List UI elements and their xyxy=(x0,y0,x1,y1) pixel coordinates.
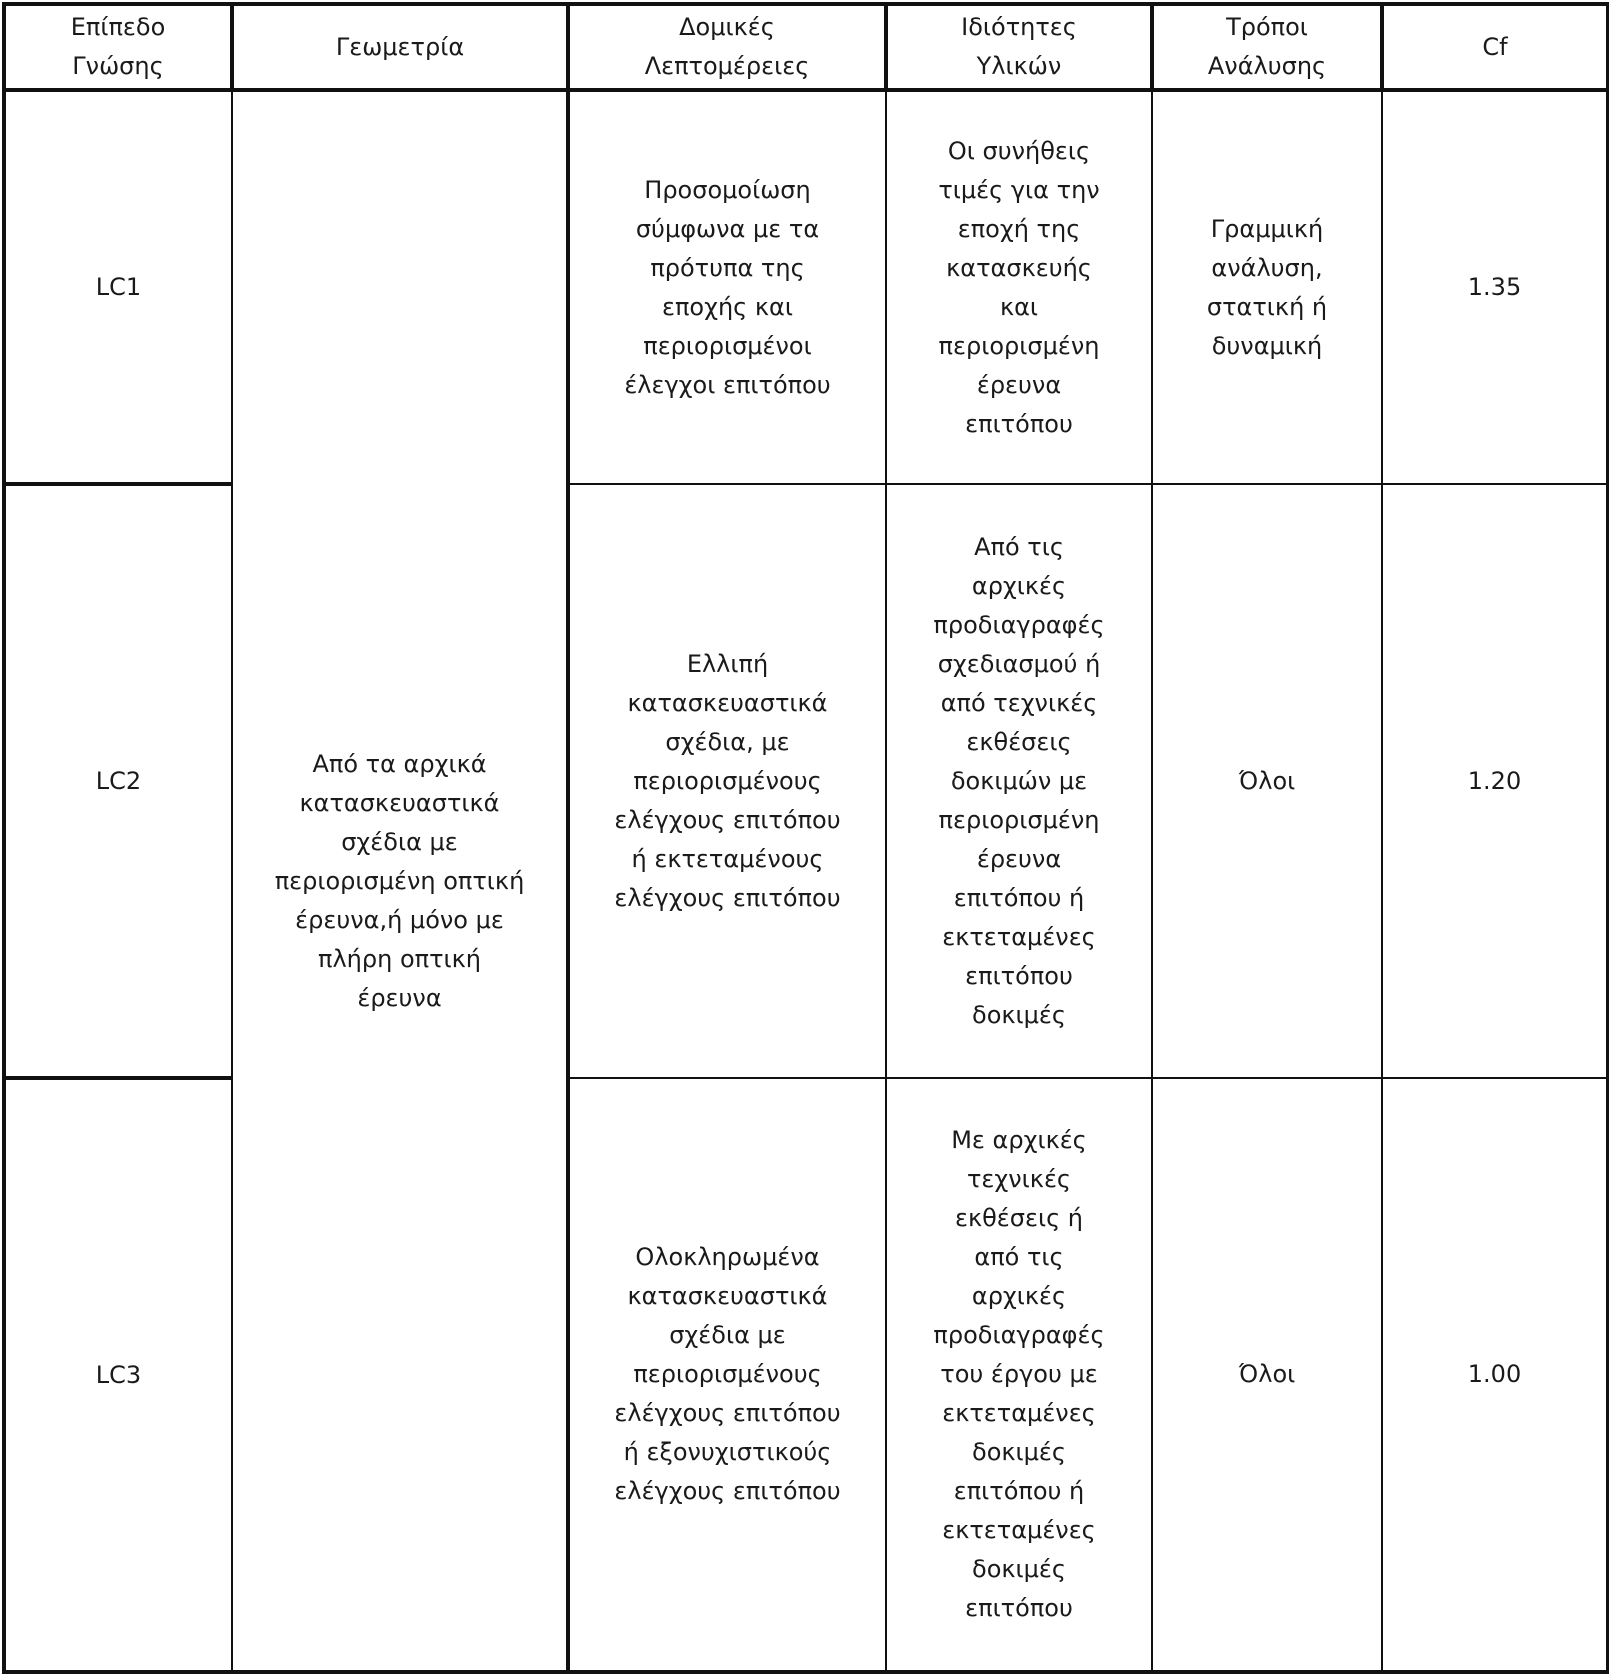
knowledge-level-table xyxy=(2,2,1609,1674)
header-cf: Cf xyxy=(1382,4,1608,90)
cell-materials-lc2: Από τις αρχικές προδιαγραφές σχεδιασμού ή από τεχνικές εκθέσεις δοκιμών με περιορισμένη έρευνα επιτόπου ή εκτεταμένες επιτόπου δοκιμές xyxy=(886,484,1152,1078)
header-geometry: Γεωμετρία xyxy=(232,4,568,90)
cell-analysis-lc3: Όλοι xyxy=(1152,1078,1382,1672)
cell-materials-lc3: Με αρχικές τεχνικές εκθέσεις ή από τις αρχικές προδιαγραφές του έργου με εκτεταμένες δοκιμές επιτόπου ή εκτεταμένες δοκιμές επιτόπου xyxy=(886,1078,1152,1672)
header-structural-details: Δομικές Λεπτομέρειες xyxy=(568,4,886,90)
cell-details-lc1: Προσομοίωση σύμφωνα με τα πρότυπα της εποχής και περιορισμένοι έλεγχοι επιτόπου xyxy=(568,90,886,484)
header-analysis-methods: Τρόποι Ανάλυσης xyxy=(1152,4,1382,90)
cell-level-lc1: LC1 xyxy=(4,90,232,484)
table-row xyxy=(4,90,1608,484)
cell-analysis-lc1: Γραμμική ανάλυση, στατική ή δυναμική xyxy=(1152,90,1382,484)
cell-cf-lc2: 1.20 xyxy=(1382,484,1608,1078)
knowledge-level-table-container xyxy=(2,2,1606,1668)
cell-details-lc3: Ολοκληρωμένα κατασκευαστικά σχέδια με περιορισμένους ελέγχους επιτόπου ή εξονυχιστικούς ελέγχους επιτόπου xyxy=(568,1078,886,1672)
header-knowledge-level: Επίπεδο Γνώσης xyxy=(4,4,232,90)
cell-details-lc2: Ελλιπή κατασκευαστικά σχέδια, με περιορισμένους ελέγχους επιτόπου ή εκτεταμένους ελέγχους επιτόπου xyxy=(568,484,886,1078)
cell-cf-lc3: 1.00 xyxy=(1382,1078,1608,1672)
cell-materials-lc1: Οι συνήθεις τιμές για την εποχή της κατασκευής και περιορισμένη έρευνα επιτόπου xyxy=(886,90,1152,484)
cell-level-lc3: LC3 xyxy=(4,1078,232,1672)
cell-analysis-lc2: Όλοι xyxy=(1152,484,1382,1078)
header-row xyxy=(4,4,1608,90)
cell-cf-lc1: 1.35 xyxy=(1382,90,1608,484)
header-material-properties: Ιδιότητες Υλικών xyxy=(886,4,1152,90)
cell-level-lc2: LC2 xyxy=(4,484,232,1078)
cell-geometry-shared: Από τα αρχικά κατασκευαστικά σχέδια με περιορισμένη οπτική έρευνα,ή μόνο με πλήρη οπτική έρευνα xyxy=(232,90,568,1672)
